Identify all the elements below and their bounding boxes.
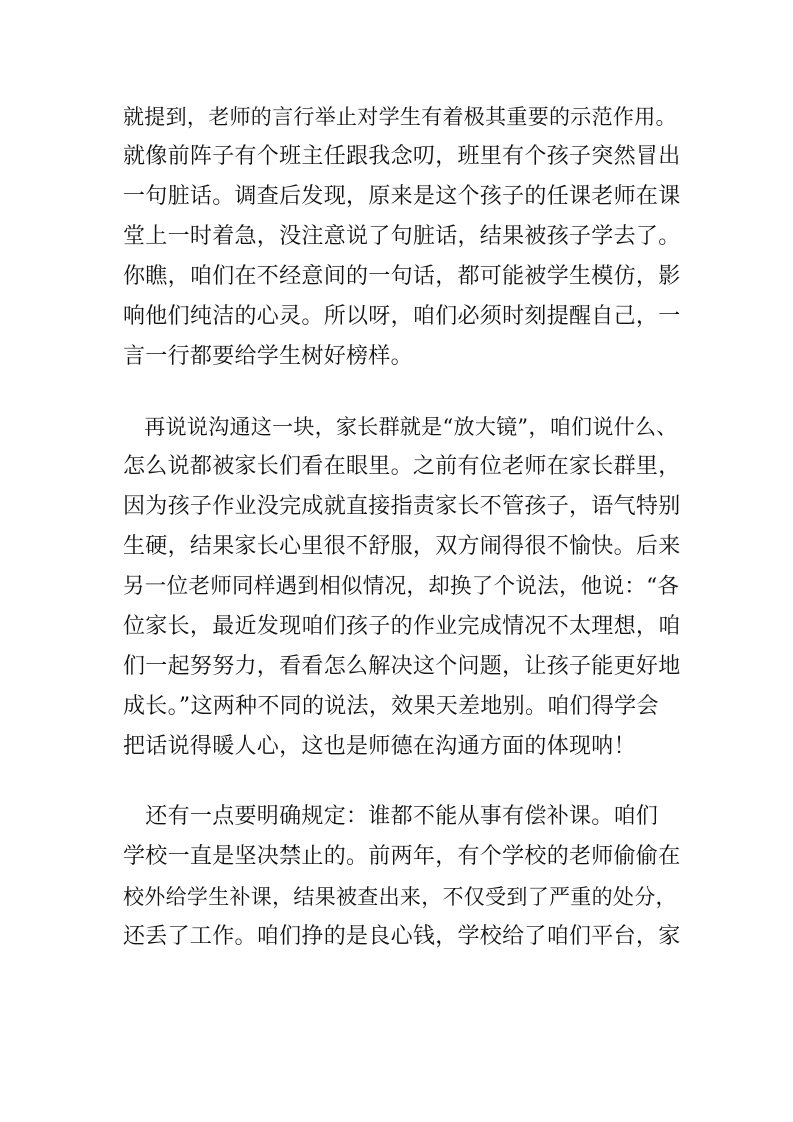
paragraph-2-line-6: 位家长，最近发现咱们孩子的作业完成情况不太理想，咱 (123, 614, 681, 639)
paragraph-2-line-5: 另一位老师同样遇到相似情况，却换了个说法，他说：“各 (123, 574, 680, 599)
paragraph-1-line-6: 响他们纯洁的心灵。所以呀，咱们必须时刻提醒自己，一 (123, 304, 681, 329)
paragraph-1-line-2: 就像前阵子有个班主任跟我念叨，班里有个孩子突然冒出 (123, 144, 681, 169)
paragraph-3-line-4: 还丢了工作。咱们挣的是良心钱，学校给了咱们平台，家 (123, 924, 681, 949)
paragraph-2-line-1: 再说说沟通这一块，家长群就是“放大镜”，咱们说什么、 (123, 415, 678, 439)
paragraph-3-line-2: 学校一直是坚决禁止的。前两年，有个学校的老师偷偷在 (123, 844, 681, 869)
paragraph-3-line-3: 校外给学生补课，结果被查出来，不仅受到了严重的处分， (123, 885, 677, 909)
paragraph-1-line-5: 你瞧，咱们在不经意间的一句话，都可能被学生模仿，影 (123, 264, 681, 289)
paragraph-1-line-3: 一句脏话。调查后发现，原来是这个孩子的任课老师在课 (123, 184, 681, 209)
paragraph-1-line-1: 就提到，老师的言行举止对学生有着极其重要的示范作用。 (123, 105, 677, 129)
paragraph-1-line-4: 堂上一时着急，没注意说了句脏话，结果被孩子学去了。 (123, 224, 681, 249)
paragraph-2-line-3: 因为孩子作业没完成就直接指责家长不管孩子，语气特别 (123, 494, 681, 519)
paragraph-2-line-9: 把话说得暖人心，这也是师德在沟通方面的体现呐！ (123, 734, 636, 759)
paragraph-2-line-7: 们一起努努力，看看怎么解决这个问题，让孩子能更好地 (123, 654, 681, 679)
paragraph-2-line-2: 怎么说都被家长们看在眼里。之前有位老师在家长群里， (123, 454, 681, 479)
paragraph-2-line-4: 生硬，结果家长心里很不舒服，双方闹得很不愉快。后来 (123, 534, 681, 559)
paragraph-2-line-8: 成长。”这两种不同的说法，效果天差地别。咱们得学会 (123, 694, 659, 719)
paragraph-3-line-1: 还有一点要明确规定：谁都不能从事有偿补课。咱们 (123, 804, 659, 829)
paragraph-1-line-7: 言一行都要给学生树好榜样。 (123, 344, 413, 369)
